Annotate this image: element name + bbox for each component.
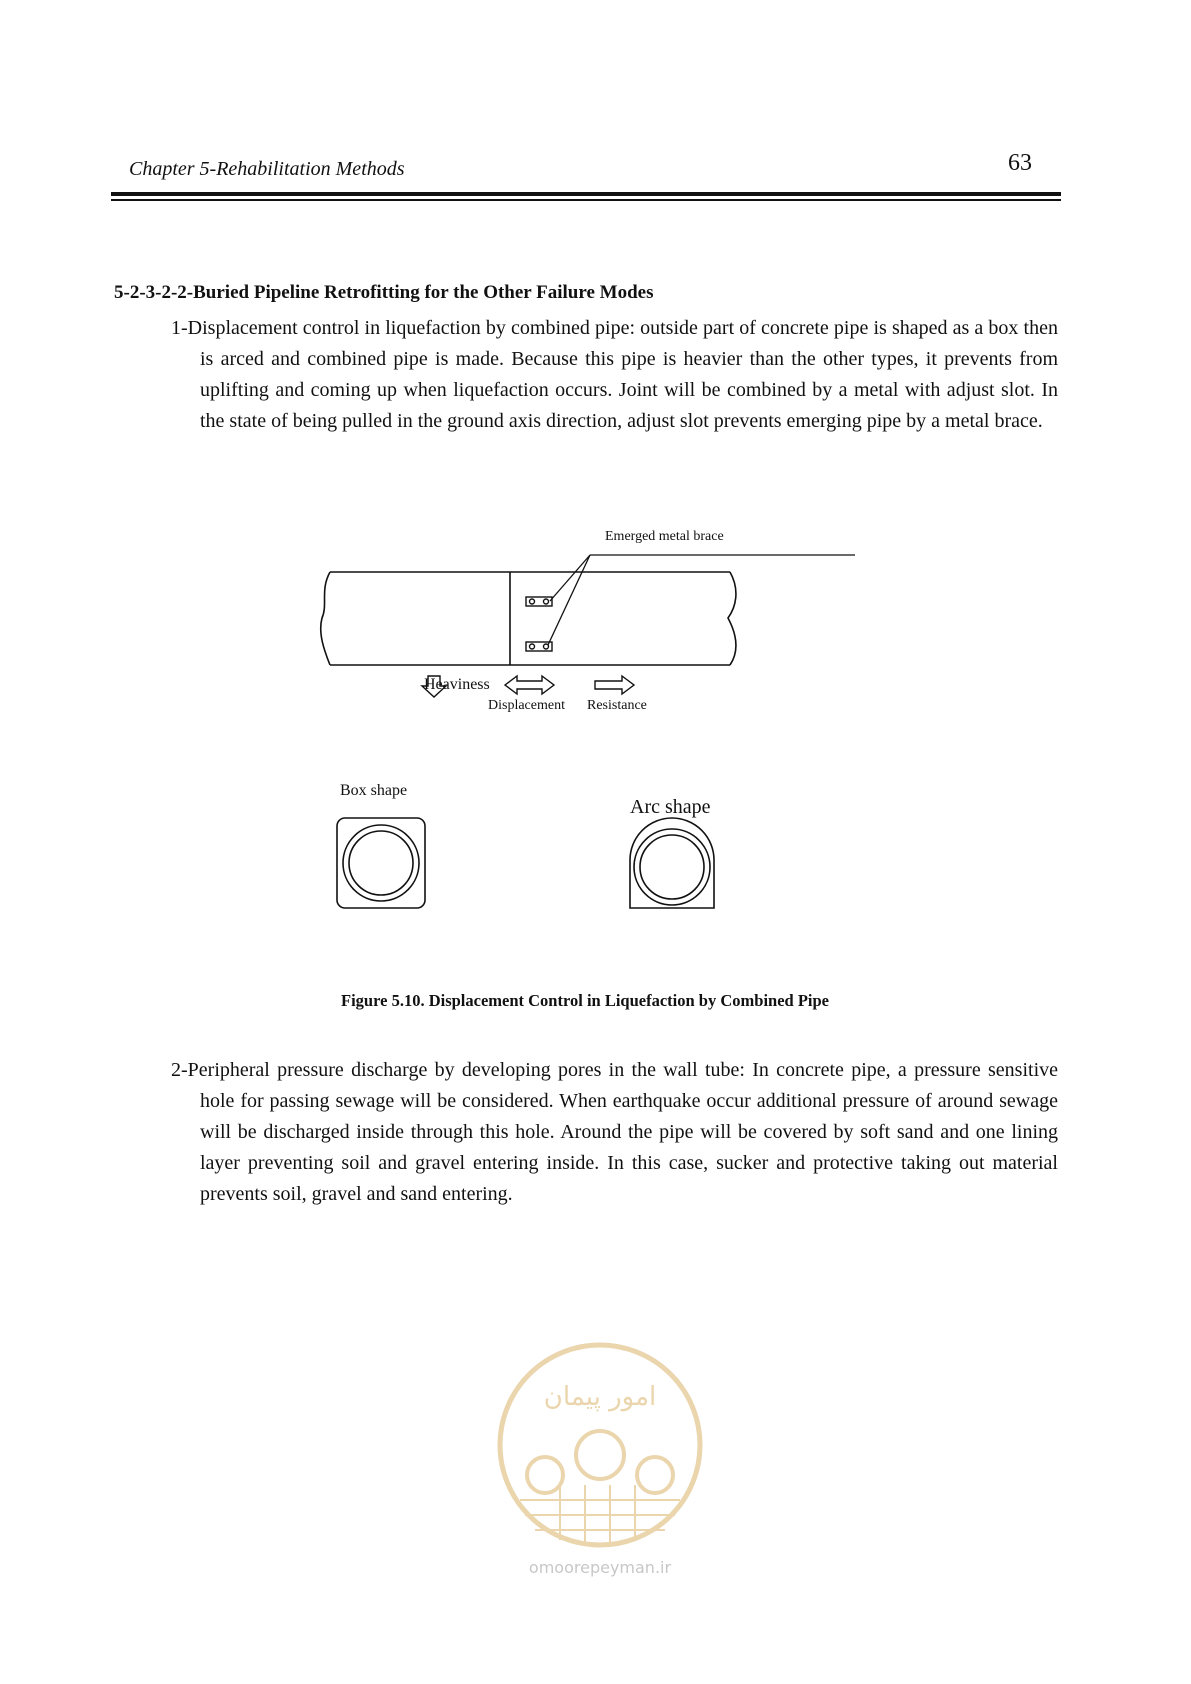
page-number: 63 — [1008, 150, 1032, 176]
header-rule-thin — [111, 199, 1061, 201]
section-heading: 5-2-3-2-2-Buried Pipeline Retrofitting for the Other Failure Modes — [114, 282, 654, 303]
arc-shape-section — [630, 818, 714, 908]
watermark-logo-text: امور پیمان — [543, 1382, 657, 1412]
figure-combined-pipe — [300, 515, 860, 915]
figure-caption: Figure 5.10. Displacement Control in Liquefaction by Combined Pipe — [341, 991, 829, 1010]
label-displacement: Displacement — [488, 698, 565, 713]
header-rule-thick — [111, 192, 1061, 196]
watermark-emblem-icon — [490, 1335, 710, 1580]
label-emerged-metal-brace: Emerged metal brace — [605, 529, 724, 544]
watermark-site: omoorepeyman.ir — [528, 1558, 672, 1577]
displacement-arrow-icon — [505, 676, 554, 694]
label-arc-shape: Arc shape — [630, 796, 711, 818]
metal-brace-fittings — [526, 597, 552, 651]
brace-leader-lines — [548, 555, 855, 645]
label-box-shape: Box shape — [340, 782, 408, 799]
resistance-arrow-icon — [595, 676, 634, 694]
label-resistance: Resistance — [587, 698, 647, 713]
label-heaviness: Heaviness — [424, 676, 490, 693]
pipe-diagram — [300, 515, 860, 915]
watermark-logo — [490, 1335, 710, 1580]
box-shape-section — [337, 818, 425, 908]
chapter-title: Chapter 5-Rehabilitation Methods — [129, 158, 405, 180]
paragraph-pressure-discharge: 2-Peripheral pressure discharge by developing pores in the wall tube: In concrete pipe, a pressure sensitive hole for passing sewage will be considered. When earthquake occur additional pressure of around sewage will be discharged inside through this hole. Around the pipe will be covered by soft sand and one lining layer preventing soil and gravel entering inside. In this case, sucker and protective taking out material prevents soil, gravel and sand entering. — [171, 1059, 1058, 1205]
paragraph-displacement-control: 1-Displacement control in liquefaction by combined pipe: outside part of concrete pipe is shaped as a box then is arced and combined pipe is made. Because this pipe is heavier than the other types, it prevents from uplifting and coming up when liquefaction occurs. Joint will be combined by a metal with adjust slot. In the state of being pulled in the ground axis direction, adjust slot prevents emerging pipe by a metal brace. — [171, 317, 1058, 432]
